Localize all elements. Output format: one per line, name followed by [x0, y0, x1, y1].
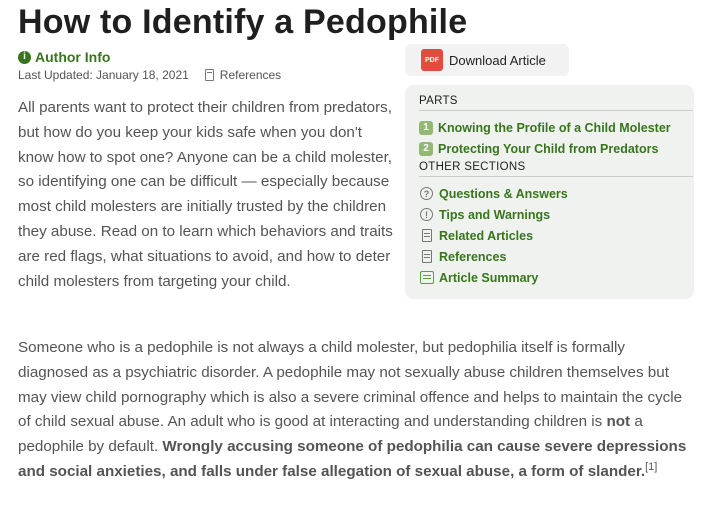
toc-references[interactable]: [419, 246, 680, 267]
toc-parts-heading: PARTS: [419, 95, 693, 111]
toc-part-label: Knowing the Profile of a Child Molester: [438, 120, 671, 135]
toc-part-2[interactable]: [419, 138, 680, 159]
body-text-part2: a pedophile by default.: [18, 413, 643, 456]
download-article-label: Download Article: [449, 52, 546, 68]
toc-tips-warnings[interactable]: [419, 204, 680, 225]
tips-icon: !: [420, 208, 433, 221]
author-info-link[interactable]: [18, 49, 110, 65]
toc-other-label: References: [439, 249, 507, 264]
toc-questions-answers[interactable]: [419, 183, 680, 204]
toc-other-label: Tips and Warnings: [439, 207, 551, 222]
body-text-part1: Someone who is a pedophile is not always a child molester, but pedophilia itself is formally diagnosed as a psychiatric disorder. A pedophile may not sexually abuse children themselves but may view child pornography which is also a severe criminal offence and helps to maintain the cycle of child sexual abuse. An adult who is good at interacting and understanding children is: [18, 339, 683, 431]
reference-link[interactable]: [1]: [645, 460, 658, 473]
toc-related-articles[interactable]: [419, 225, 680, 246]
references-link[interactable]: References: [219, 68, 282, 82]
body-paragraph: [18, 336, 698, 485]
pdf-icon: PDF: [421, 49, 443, 71]
references-icon: [422, 250, 432, 263]
toc-other-label: Article Summary: [439, 270, 539, 285]
summary-icon: [420, 271, 434, 284]
related-articles-icon: [422, 229, 432, 242]
toc-article-summary[interactable]: [419, 267, 680, 288]
question-icon: ?: [420, 187, 433, 200]
info-icon: i: [18, 51, 31, 64]
article-meta: [18, 68, 281, 82]
part-number-badge: 2: [419, 142, 433, 156]
download-article-button[interactable]: [405, 44, 569, 76]
article-title: How to Identify a Pedophile: [18, 3, 468, 41]
toc-other-heading: OTHER SECTIONS: [419, 161, 693, 177]
last-updated: Last Updated: January 18, 2021: [18, 68, 189, 82]
intro-paragraph: All parents want to protect their children from predators, but how do you keep your kids safe when you don't know how to spot one? Anyone can be a child molester, so identifying one can be difficult — especially because most child molesters are initially trusted by the children they abuse. Read on to learn which behaviors and traits are red flags, what situations to avoid, and how to deter child molesters from targeting your child.: [18, 99, 393, 290]
toc-part-label: Protecting Your Child from Predators: [438, 141, 659, 156]
table-of-contents: [405, 85, 694, 299]
toc-other-label: Questions & Answers: [439, 186, 568, 201]
part-number-badge: 1: [419, 121, 433, 135]
references-doc-icon: [205, 69, 214, 81]
body-not-word: not: [606, 413, 631, 431]
author-info-label: Author Info: [35, 49, 111, 65]
body-bold-warning: Wrongly accusing someone of pedophilia can cause severe depressions and social anxieties, and falls under false allegation of sexual abuse, a form of slander.: [18, 438, 687, 480]
toc-other-label: Related Articles: [439, 228, 534, 243]
toc-part-1[interactable]: [419, 117, 680, 138]
